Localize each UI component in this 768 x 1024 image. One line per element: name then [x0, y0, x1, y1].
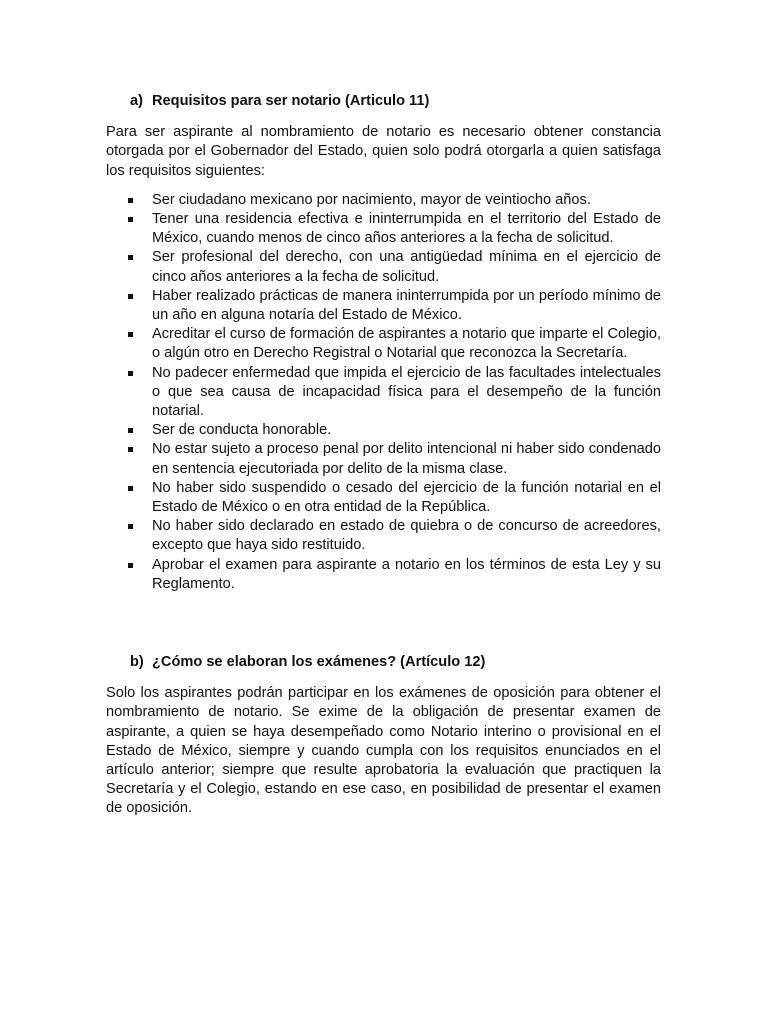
list-item-text: Haber realizado prácticas de manera ininterrumpida por un período mínimo de un año en alguna notaría del Estado de México. — [152, 287, 661, 324]
bullet-icon — [128, 371, 133, 376]
list-item-text: Ser de conducta honorable. — [152, 422, 332, 439]
section-a-heading — [106, 92, 661, 111]
list-item-text: Ser profesional del derecho, con una antigüedad mínima en el ejercicio de cinco años anteriores a la fecha de solicitud. — [152, 249, 661, 285]
bullet-icon — [128, 486, 133, 491]
list-item — [106, 364, 661, 422]
bullet-icon — [128, 198, 133, 203]
list-item-text: No padecer enfermedad que impida el ejercicio de las facultades intelectuales o que sea causa de incapacidad física para el desempeño de la función notarial. — [152, 364, 661, 420]
section-b-marker: b) — [130, 654, 144, 670]
bullet-icon — [128, 332, 133, 337]
bullet-icon — [128, 563, 133, 568]
list-item — [106, 210, 661, 248]
section-a-title: Requisitos para ser notario (Articulo 11) — [152, 93, 430, 109]
section-a-marker: a) — [130, 93, 143, 109]
list-item-text: Ser ciudadano mexicano por nacimiento, mayor de veintiocho años. — [152, 191, 591, 208]
list-item — [106, 556, 661, 594]
section-a — [106, 92, 661, 594]
list-item-text: Acreditar el curso de formación de aspirantes a notario que imparte el Colegio, o algún otro en Derecho Registral o Notarial que reconozca la Secretaría. — [152, 326, 661, 362]
list-item-text: No haber sido suspendido o cesado del ejercicio de la función notarial en el Estado de México o en otra entidad de la República. — [152, 479, 661, 516]
list-item — [106, 421, 661, 440]
list-item — [106, 325, 661, 363]
bullet-icon — [128, 447, 133, 452]
bullet-icon — [128, 255, 133, 260]
list-item — [106, 479, 661, 517]
list-item — [106, 248, 661, 286]
list-item — [106, 517, 661, 555]
section-b-body: Solo los aspirantes podrán participar en los exámenes de oposición para obtener el nombramiento de notario. Se exime de la obligación de presentar examen de aspirante, a quien se haya desempeñado como Notario interino o provisional en el Estado de México, siempre y cuando cumpla con los requisitos enunciados en el artículo anterior; siempre que resulte aprobatoria la evaluación que practiquen la Secretaría y el Colegio, estando en ese caso, en posibilidad de presentar el examen de oposición. — [106, 685, 661, 817]
list-item — [106, 287, 661, 325]
section-b — [106, 653, 661, 819]
requirements-list — [106, 191, 661, 594]
list-item-text: Tener una residencia efectiva e ininterrumpida en el territorio del Estado de México, cuando menos de cinco años anteriores a la fecha de solicitud. — [152, 211, 661, 247]
list-item-text: No haber sido declarado en estado de quiebra o de concurso de acreedores, excepto que haya sido restituido. — [152, 518, 661, 554]
list-item-text: Aprobar el examen para aspirante a notario en los términos de esta Ley y su Reglamento. — [152, 556, 661, 592]
list-item — [106, 191, 661, 210]
bullet-icon — [128, 217, 133, 222]
section-a-intro: Para ser aspirante al nombramiento de notario es necesario obtener constancia otorgada por el Gobernador del Estado, quien solo podrá otorgarla a quien satisfaga los requisitos siguientes: — [106, 124, 661, 179]
bullet-icon — [128, 294, 133, 299]
bullet-icon — [128, 428, 133, 433]
section-b-heading — [106, 653, 661, 672]
bullet-icon — [128, 524, 133, 529]
list-item — [106, 440, 661, 478]
list-item-text: No estar sujeto a proceso penal por delito intencional ni haber sido condenado en sentencia ejecutoriada por delito de la misma clase. — [152, 441, 661, 477]
section-b-title: ¿Cómo se elaboran los exámenes? (Artículo 12) — [152, 654, 486, 670]
